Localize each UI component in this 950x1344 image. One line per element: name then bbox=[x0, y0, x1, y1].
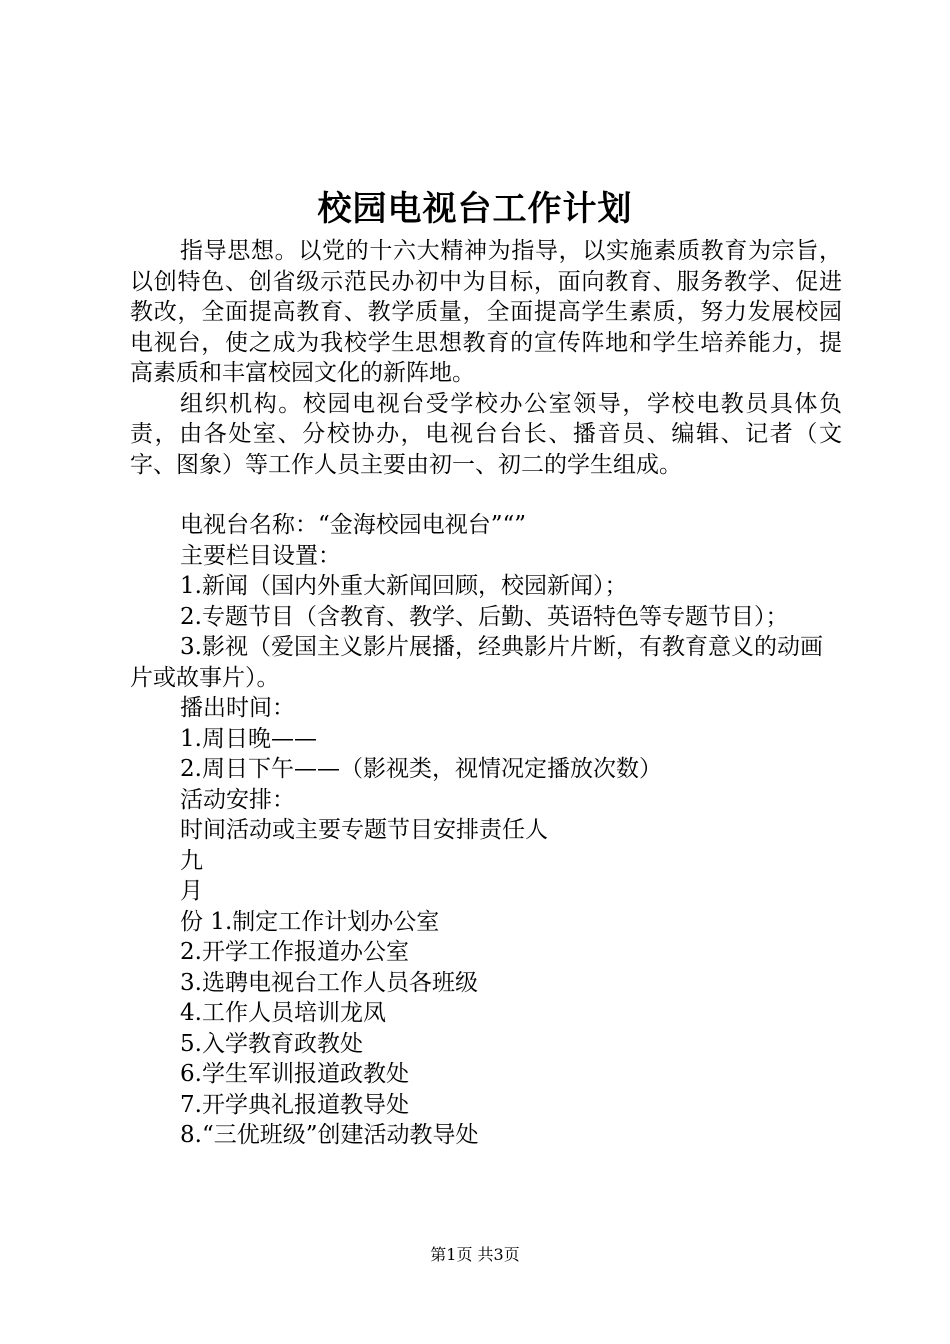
activity-item-8: 8.“三优班级”创建活动教导处 bbox=[180, 1122, 479, 1148]
activity-item-3: 3.选聘电视台工作人员各班级 bbox=[180, 969, 478, 996]
blank-line bbox=[130, 480, 842, 510]
column-item-topics: 2.专题节目（含教育、教学、后勤、英语特色等专题节目）； bbox=[180, 603, 789, 630]
activity-item-7: 7.开学典礼报道教导处 bbox=[180, 1091, 409, 1118]
organization-paragraph: 组织机构。校园电视台受学校办公室领导，学校电教员具体负责，由各处室、分校协办，电视台台长、播音员、编辑、记者（文字、图象）等工作人员主要由初一、初二的学生组成。 bbox=[130, 390, 842, 478]
activity-item-1: 份 1.制定工作计划办公室 bbox=[180, 908, 440, 935]
activity-item-2: 2.开学工作报道办公室 bbox=[180, 939, 409, 965]
month-char-month: 月 bbox=[180, 878, 203, 904]
broadcast-item-sunday-evening: 1.周日晚—— bbox=[180, 725, 317, 752]
activity-item-6: 6.学生军训报道政教处 bbox=[180, 1061, 409, 1087]
activity-item-5: 5.入学教育政教处 bbox=[180, 1030, 363, 1057]
activities-heading: 活动安排： bbox=[180, 786, 295, 813]
month-char-nine: 九 bbox=[180, 847, 203, 874]
broadcast-item-sunday-afternoon: 2.周日下午——（影视类，视情况定播放次数） bbox=[180, 756, 662, 782]
station-name-line: 电视台名称：“金海校园电视台”“” bbox=[180, 512, 527, 538]
broadcast-heading: 播出时间： bbox=[180, 695, 295, 721]
activity-item-4: 4.工作人员培训龙凤 bbox=[180, 1000, 386, 1026]
column-item-films: 3.影视（爱国主义影片展播，经典影片片断，有教育意义的动画片或故事片）。 bbox=[130, 634, 823, 691]
column-item-news: 1.新闻（国内外重大新闻回顾，校园新闻）； bbox=[180, 573, 628, 599]
activities-table-header: 时间活动或主要专题节目安排责任人 bbox=[180, 817, 548, 843]
document-title: 校园电视台工作计划 bbox=[317, 189, 633, 229]
guiding-paragraph: 指导思想。以党的十六大精神为指导，以实施素质教育为宗旨，以创特色、创省级示范民办初中为目标，面向教育、服务教学、促进教改，全面提高教育、教学质量，全面提高学生素质，努力发展校园电视台，使之成为我校学生思想教育的宣传阵地和学生培养能力，提高素质和丰富校园文化的新阵地。 bbox=[130, 238, 842, 386]
document-body bbox=[130, 236, 842, 1151]
page-footer: 第1页 共3页 bbox=[430, 1245, 520, 1264]
columns-heading: 主要栏目设置： bbox=[180, 542, 341, 569]
